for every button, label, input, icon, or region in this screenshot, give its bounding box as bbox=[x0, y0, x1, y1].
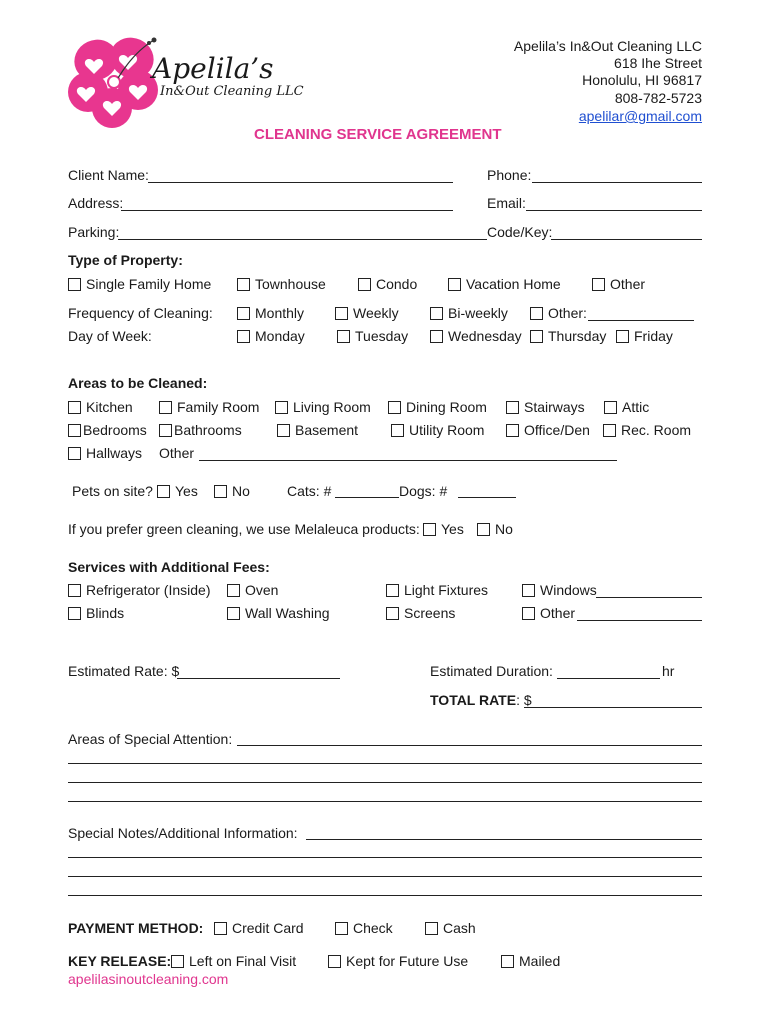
total-rate-suffix: : $ bbox=[516, 692, 532, 708]
key-release-label: KEY RELEASE: bbox=[68, 953, 172, 969]
checkbox-thursday[interactable] bbox=[530, 330, 543, 343]
option-label: Cash bbox=[443, 920, 476, 936]
checkbox-pets-no[interactable] bbox=[214, 485, 227, 498]
special-notes-line-2[interactable] bbox=[68, 857, 702, 858]
checkbox-frequency-other[interactable] bbox=[530, 307, 543, 320]
email-label: Email: bbox=[487, 195, 526, 211]
option-label: Friday bbox=[634, 328, 673, 344]
checkbox-mailed[interactable] bbox=[501, 955, 514, 968]
areas-other-field[interactable] bbox=[199, 460, 617, 461]
option-label: Condo bbox=[376, 276, 418, 292]
brand-logotype bbox=[152, 54, 304, 100]
checkbox-blinds[interactable] bbox=[68, 607, 81, 620]
frequency-other-field[interactable] bbox=[588, 320, 694, 321]
special-notes-label: Special Notes/Additional Information: bbox=[68, 825, 298, 841]
option-label: Rec. Room bbox=[621, 422, 692, 438]
address-field[interactable] bbox=[121, 210, 453, 211]
option-label: Windows bbox=[540, 582, 597, 598]
checkbox-left-on-final-visit[interactable] bbox=[171, 955, 184, 968]
checkbox-hallways[interactable] bbox=[68, 447, 81, 460]
option-label: Left on Final Visit bbox=[189, 953, 297, 969]
checkbox-family-room[interactable] bbox=[159, 401, 172, 414]
estimated-duration-field[interactable] bbox=[557, 678, 660, 679]
windows-field[interactable] bbox=[596, 597, 702, 598]
client-name-field[interactable] bbox=[148, 182, 453, 183]
total-rate-label bbox=[430, 692, 532, 708]
option-label: Light Fixtures bbox=[404, 582, 489, 598]
checkbox-basement[interactable] bbox=[277, 424, 290, 437]
frequency-label: Frequency of Cleaning: bbox=[68, 305, 213, 321]
option-label: Blinds bbox=[86, 605, 125, 621]
option-label: Credit Card bbox=[232, 920, 304, 936]
areas-heading: Areas to be Cleaned: bbox=[68, 375, 208, 391]
option-label: Other bbox=[610, 276, 646, 292]
checkbox-kept-for-future-use[interactable] bbox=[328, 955, 341, 968]
checkbox-attic[interactable] bbox=[604, 401, 617, 414]
checkbox-condo[interactable] bbox=[358, 278, 371, 291]
option-label: Bi-weekly bbox=[448, 305, 508, 321]
option-label: No bbox=[232, 483, 250, 499]
option-label: No bbox=[495, 521, 513, 537]
option-label: Yes bbox=[175, 483, 198, 499]
areas-other-label: Other bbox=[159, 445, 195, 461]
checkbox-rec-room[interactable] bbox=[603, 424, 616, 437]
option-label: Refrigerator (Inside) bbox=[86, 582, 211, 598]
hibiscus-logo-icon bbox=[64, 32, 164, 132]
code-key-label: Code/Key: bbox=[487, 224, 553, 240]
checkbox-cash[interactable] bbox=[425, 922, 438, 935]
special-attention-field[interactable] bbox=[237, 745, 702, 746]
checkbox-weekly[interactable] bbox=[335, 307, 348, 320]
checkbox-property-other[interactable] bbox=[592, 278, 605, 291]
checkbox-friday[interactable] bbox=[616, 330, 629, 343]
checkbox-townhouse[interactable] bbox=[237, 278, 250, 291]
checkbox-bathrooms[interactable] bbox=[159, 424, 172, 437]
special-attention-line-3[interactable] bbox=[68, 782, 702, 783]
option-label: Thursday bbox=[548, 328, 607, 344]
checkbox-office-den[interactable] bbox=[506, 424, 519, 437]
option-label: Bathrooms bbox=[174, 422, 242, 438]
checkbox-single-family-home[interactable] bbox=[68, 278, 81, 291]
option-label: Family Room bbox=[177, 399, 260, 415]
cats-field[interactable] bbox=[335, 497, 399, 498]
option-label: Utility Room bbox=[409, 422, 485, 438]
checkbox-check[interactable] bbox=[335, 922, 348, 935]
option-label: Kept for Future Use bbox=[346, 953, 469, 969]
checkbox-vacation-home[interactable] bbox=[448, 278, 461, 291]
option-label: Wednesday bbox=[448, 328, 522, 344]
checkbox-bi-weekly[interactable] bbox=[430, 307, 443, 320]
option-label: Townhouse bbox=[255, 276, 326, 292]
option-label: Hallways bbox=[86, 445, 143, 461]
option-label: Dining Room bbox=[406, 399, 487, 415]
special-notes-line-3[interactable] bbox=[68, 876, 702, 877]
option-label: Single Family Home bbox=[86, 276, 212, 292]
parking-field[interactable] bbox=[118, 239, 487, 240]
option-label: Check bbox=[353, 920, 393, 936]
company-name: Apelila’s In&Out Cleaning LLC bbox=[513, 38, 702, 54]
option-label: Weekly bbox=[353, 305, 399, 321]
hr-label: hr bbox=[662, 663, 675, 679]
checkbox-living-room[interactable] bbox=[275, 401, 288, 414]
email-field[interactable] bbox=[526, 210, 702, 211]
option-label: Wall Washing bbox=[245, 605, 330, 621]
phone-label: Phone: bbox=[487, 167, 532, 183]
green-label: If you prefer green cleaning, we use Melaleuca products: bbox=[68, 521, 420, 537]
option-label: Yes bbox=[441, 521, 464, 537]
option-label: Office/Den bbox=[524, 422, 590, 438]
checkbox-wednesday[interactable] bbox=[430, 330, 443, 343]
checkbox-monday[interactable] bbox=[237, 330, 250, 343]
dogs-field[interactable] bbox=[458, 497, 516, 498]
special-attention-line-2[interactable] bbox=[68, 763, 702, 764]
checkbox-dining-room[interactable] bbox=[388, 401, 401, 414]
checkbox-light-fixtures[interactable] bbox=[386, 584, 399, 597]
option-label: Bedrooms bbox=[83, 422, 147, 438]
option-label: Screens bbox=[404, 605, 456, 621]
property-heading: Type of Property: bbox=[68, 252, 183, 268]
brand-name: Apelila’s bbox=[152, 52, 274, 85]
services-other-field[interactable] bbox=[577, 620, 702, 621]
special-attention-label: Areas of Special Attention: bbox=[68, 731, 233, 747]
option-label: Monday bbox=[255, 328, 305, 344]
option-label: Vacation Home bbox=[466, 276, 561, 292]
checkbox-utility-room[interactable] bbox=[391, 424, 404, 437]
checkbox-tuesday[interactable] bbox=[337, 330, 350, 343]
estimated-rate-field[interactable] bbox=[177, 678, 340, 679]
company-phone: 808-782-5723 bbox=[614, 90, 702, 106]
pets-label: Pets on site? bbox=[72, 483, 153, 499]
checkbox-kitchen[interactable] bbox=[68, 401, 81, 414]
parking-label: Parking: bbox=[68, 224, 120, 240]
checkbox-wall-washing[interactable] bbox=[227, 607, 240, 620]
special-notes-line-4[interactable] bbox=[68, 895, 702, 896]
code-key-field[interactable] bbox=[551, 239, 702, 240]
option-label: Kitchen bbox=[86, 399, 133, 415]
checkbox-credit-card[interactable] bbox=[214, 922, 227, 935]
payment-label: PAYMENT METHOD: bbox=[68, 920, 204, 936]
special-notes-field[interactable] bbox=[306, 839, 702, 840]
option-label: Monthly bbox=[255, 305, 305, 321]
brand-subtitle: In&Out Cleaning LLC bbox=[160, 84, 304, 99]
cats-label: Cats: # bbox=[287, 483, 332, 499]
client-name-label: Client Name: bbox=[68, 167, 149, 183]
checkbox-pets-yes[interactable] bbox=[157, 485, 170, 498]
option-label: Living Room bbox=[293, 399, 371, 415]
company-city: Honolulu, HI 96817 bbox=[582, 72, 702, 88]
checkbox-green-yes[interactable] bbox=[423, 523, 436, 536]
day-label: Day of Week: bbox=[68, 328, 152, 344]
services-heading: Services with Additional Fees: bbox=[68, 559, 270, 575]
checkbox-bedrooms[interactable] bbox=[68, 424, 81, 437]
option-label: Stairways bbox=[524, 399, 585, 415]
checkbox-oven[interactable] bbox=[227, 584, 240, 597]
address-label: Address: bbox=[68, 195, 124, 211]
special-attention-line-4[interactable] bbox=[68, 801, 702, 802]
option-label: Other bbox=[540, 605, 576, 621]
checkbox-windows[interactable] bbox=[522, 584, 535, 597]
total-rate-title: TOTAL RATE bbox=[430, 692, 517, 708]
website-link[interactable]: apelilasinoutcleaning.com bbox=[68, 971, 229, 987]
checkbox-services-other[interactable] bbox=[522, 607, 535, 620]
checkbox-green-no[interactable] bbox=[477, 523, 490, 536]
page-title: CLEANING SERVICE AGREEMENT bbox=[254, 126, 502, 143]
dogs-label: Dogs: # bbox=[399, 483, 448, 499]
option-label: Basement bbox=[295, 422, 359, 438]
checkbox-stairways[interactable] bbox=[506, 401, 519, 414]
option-label: Oven bbox=[245, 582, 279, 598]
total-rate-field[interactable] bbox=[524, 707, 702, 708]
company-street: 618 Ihe Street bbox=[614, 55, 702, 71]
checkbox-screens[interactable] bbox=[386, 607, 399, 620]
company-email-link[interactable]: apelilar@gmail.com bbox=[578, 108, 702, 124]
option-label: Attic bbox=[622, 399, 650, 415]
checkbox-refrigerator[interactable] bbox=[68, 584, 81, 597]
estimated-duration-label: Estimated Duration: bbox=[430, 663, 553, 679]
estimated-rate-label: Estimated Rate: $ bbox=[68, 663, 180, 679]
option-label: Mailed bbox=[519, 953, 561, 969]
phone-field[interactable] bbox=[532, 182, 702, 183]
checkbox-monthly[interactable] bbox=[237, 307, 250, 320]
option-label: Other: bbox=[548, 305, 587, 321]
option-label: Tuesday bbox=[355, 328, 409, 344]
